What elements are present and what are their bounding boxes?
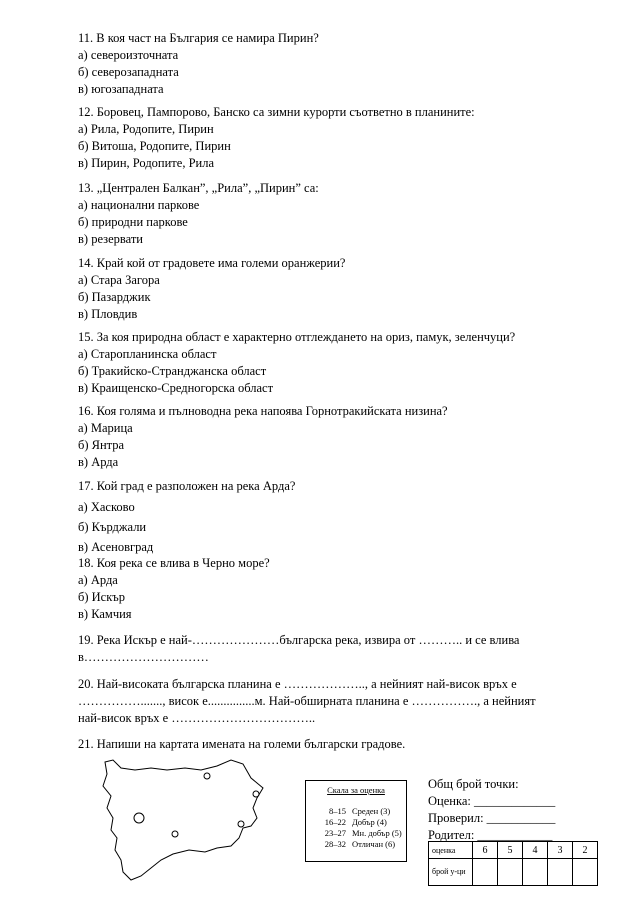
- city-marker-sofia: [134, 813, 144, 823]
- grading-scale-title: Скала за оценка: [327, 785, 385, 795]
- option-a: а) Хасково: [78, 500, 135, 514]
- option-a: а) Старопланинска област: [78, 347, 217, 361]
- city-marker-burgas: [238, 821, 244, 827]
- count-cell[interactable]: [573, 859, 598, 886]
- grading-scale: [305, 780, 407, 862]
- scale-row: 16–22 Добър (4): [324, 817, 387, 827]
- question-text: 13. „Централен Балкан”, „Рила”, „Пирин” са:: [78, 181, 319, 195]
- option-c: в) резервати: [78, 232, 143, 246]
- question-19: [78, 632, 578, 666]
- option-b: б) Искър: [78, 590, 126, 604]
- option-b: б) природни паркове: [78, 215, 188, 229]
- city-marker-varna: [253, 791, 259, 797]
- question-14: [78, 255, 578, 323]
- option-b: б) Янтра: [78, 438, 125, 452]
- grade-cell: 3: [548, 842, 573, 859]
- city-marker-plovdiv: [172, 831, 178, 837]
- question-text: 19. Река Искър е най-…………………българска река, извира от ……….. и се влива в…………………………: [78, 633, 520, 664]
- option-c: в) Арда: [78, 455, 119, 469]
- count-row: [429, 859, 598, 886]
- option-b: б) северозападната: [78, 65, 179, 79]
- count-cell[interactable]: [548, 859, 573, 886]
- option-c: в) Камчия: [78, 607, 132, 621]
- option-b: б) Пазарджик: [78, 290, 151, 304]
- option-a: а) национални паркове: [78, 198, 200, 212]
- city-marker-ruse: [204, 773, 210, 779]
- total-points-label: Общ брой точки:: [428, 777, 519, 791]
- option-b: б) Кърджали: [78, 520, 147, 534]
- question-text: 21. Напиши на картата имената на големи български градове.: [78, 737, 406, 751]
- count-cell[interactable]: [473, 859, 498, 886]
- parent-field: Родител: ____________: [428, 828, 553, 842]
- grade-cell: 5: [498, 842, 523, 859]
- bulgaria-outline: [103, 760, 263, 880]
- question-18: [78, 555, 578, 623]
- totals-block: [428, 776, 555, 844]
- scale-row: 8–15 Среден (3): [329, 806, 391, 816]
- question-text: 20. Най-високата българска планина е ……………….., а нейният най-висок връх е ……………......., висок е...............м. Най-обширната планина е ……………., а нейният най-висок връх е ……………………………..: [78, 677, 536, 725]
- count-cell[interactable]: [523, 859, 548, 886]
- question-20: [78, 676, 578, 727]
- question-15: [78, 329, 578, 397]
- question-16: [78, 403, 578, 471]
- question-text: 14. Край кой от градовете има големи оранжерии?: [78, 256, 346, 270]
- question-text: 12. Боровец, Пампорово, Банско са зимни курорти съответно в планините:: [78, 105, 475, 119]
- grades-row-label: оценка: [429, 842, 473, 859]
- grade-cell: 2: [573, 842, 598, 859]
- question-text: 17. Кой град е разположен на река Арда?: [78, 479, 296, 493]
- question-21: [78, 736, 578, 753]
- question-text: 15. За коя природна област е характерно отглеждането на ориз, памук, зеленчуци?: [78, 330, 516, 344]
- grade-cell: 4: [523, 842, 548, 859]
- count-cell[interactable]: [498, 859, 523, 886]
- option-a: а) североизточната: [78, 48, 179, 62]
- option-c: в) Асеновград: [78, 540, 154, 554]
- option-c: в) Краищенско-Средногорска област: [78, 381, 274, 395]
- option-a: а) Арда: [78, 573, 118, 587]
- option-a: а) Рила, Родопите, Пирин: [78, 122, 214, 136]
- question-11: [78, 30, 578, 98]
- grades-row: [429, 842, 598, 859]
- option-c: в) Пирин, Родопите, Рила: [78, 156, 214, 170]
- option-c: в) югозападната: [78, 82, 164, 96]
- option-b: б) Тракийско-Странджанска област: [78, 364, 267, 378]
- question-12: [78, 104, 578, 172]
- question-text: 11. В коя част на България се намира Пирин?: [78, 31, 319, 45]
- question-13: [78, 180, 578, 248]
- option-a: а) Марица: [78, 421, 133, 435]
- bulgaria-map: [93, 756, 273, 886]
- grade-field: Оценка: _____________: [428, 794, 556, 808]
- grade-cell: 6: [473, 842, 498, 859]
- checked-by-field: Проверил: ___________: [428, 811, 556, 825]
- option-b: б) Витоша, Родопите, Пирин: [78, 139, 231, 153]
- option-c: в) Пловдив: [78, 307, 138, 321]
- scale-row: 23–27 Мн. добър (5): [324, 828, 402, 838]
- question-text: 16. Коя голяма и пълноводна река напоява Горнотракийската низина?: [78, 404, 448, 418]
- question-17: [78, 478, 578, 557]
- scale-row: 28–32 Отличан (6): [324, 839, 396, 849]
- grades-table: [428, 841, 598, 886]
- count-row-label: брой у-ци: [429, 859, 473, 886]
- question-text: 18. Коя река се влива в Черно море?: [78, 556, 270, 570]
- option-a: а) Стара Загора: [78, 273, 160, 287]
